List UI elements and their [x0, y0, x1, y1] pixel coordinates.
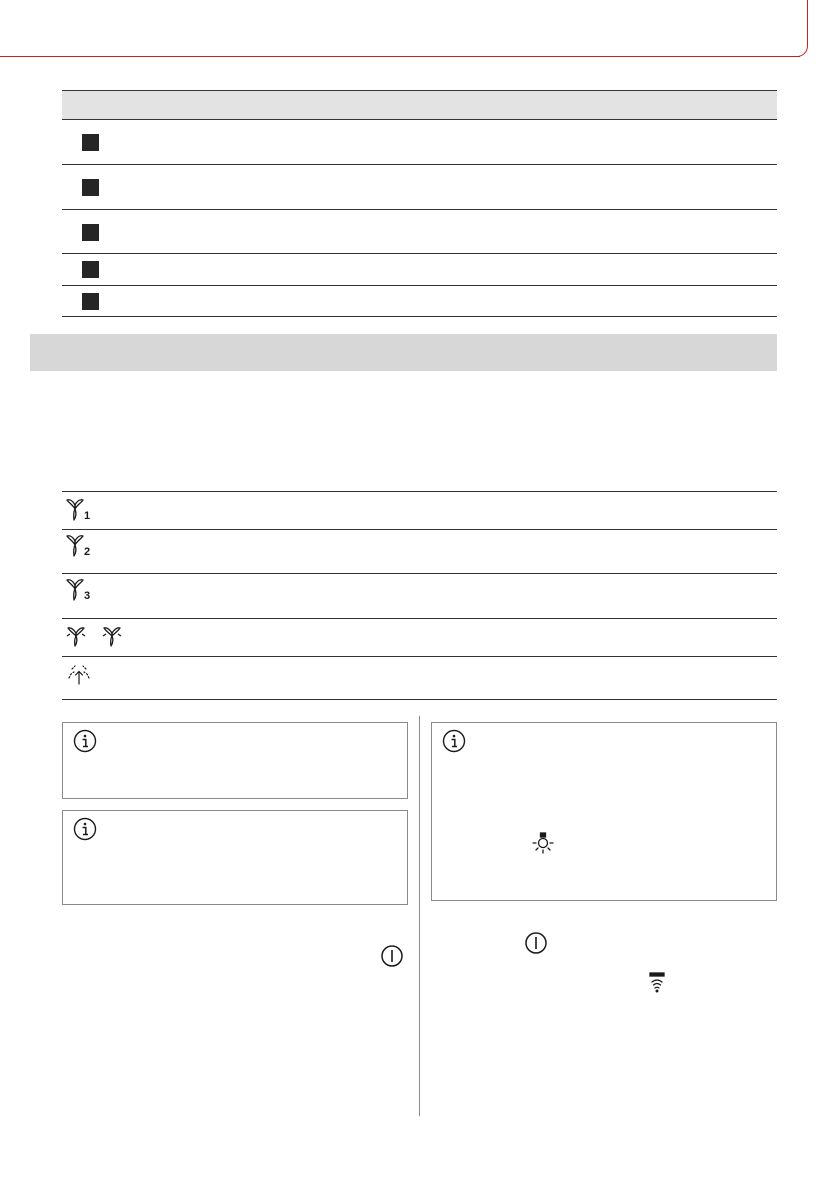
table-row	[62, 210, 777, 254]
info-icon	[73, 817, 97, 841]
section-heading-bar	[30, 334, 777, 371]
table-header	[62, 90, 777, 120]
table-row	[62, 165, 777, 210]
square-marker	[82, 261, 99, 278]
svg-text:3: 3	[84, 590, 91, 602]
crop-mark-top	[0, 56, 800, 57]
info-note-box	[62, 722, 408, 799]
square-marker	[82, 179, 99, 196]
square-marker	[82, 134, 99, 151]
hob-to-hood-icon	[645, 971, 669, 995]
table-row	[62, 656, 777, 700]
svg-text:2: 2	[84, 546, 91, 558]
table-row	[62, 491, 777, 529]
table-row	[62, 618, 777, 656]
table-row	[62, 286, 777, 317]
control-panel-table	[62, 90, 777, 317]
column-divider	[419, 716, 420, 1116]
info-note-box	[431, 722, 777, 901]
fan-speed-3-icon	[64, 577, 94, 603]
info-icon	[73, 729, 97, 753]
square-marker	[82, 224, 99, 241]
table-row	[62, 120, 777, 165]
light-icon	[531, 831, 555, 857]
table-row	[62, 529, 777, 573]
table-row	[62, 573, 777, 618]
fan-speed-2-icon	[64, 533, 94, 559]
fan-speed-1-icon	[64, 497, 94, 523]
svg-text:1: 1	[84, 510, 91, 522]
info-icon	[442, 729, 466, 753]
fan-speed-table	[62, 491, 777, 700]
crop-mark-corner	[797, 0, 808, 57]
power-icon	[524, 931, 548, 955]
breeze-icon	[64, 662, 94, 688]
fan-boost-icon	[64, 624, 134, 650]
table-row	[62, 254, 777, 286]
power-icon	[380, 944, 404, 968]
square-marker	[82, 293, 99, 310]
info-note-box	[62, 810, 408, 905]
